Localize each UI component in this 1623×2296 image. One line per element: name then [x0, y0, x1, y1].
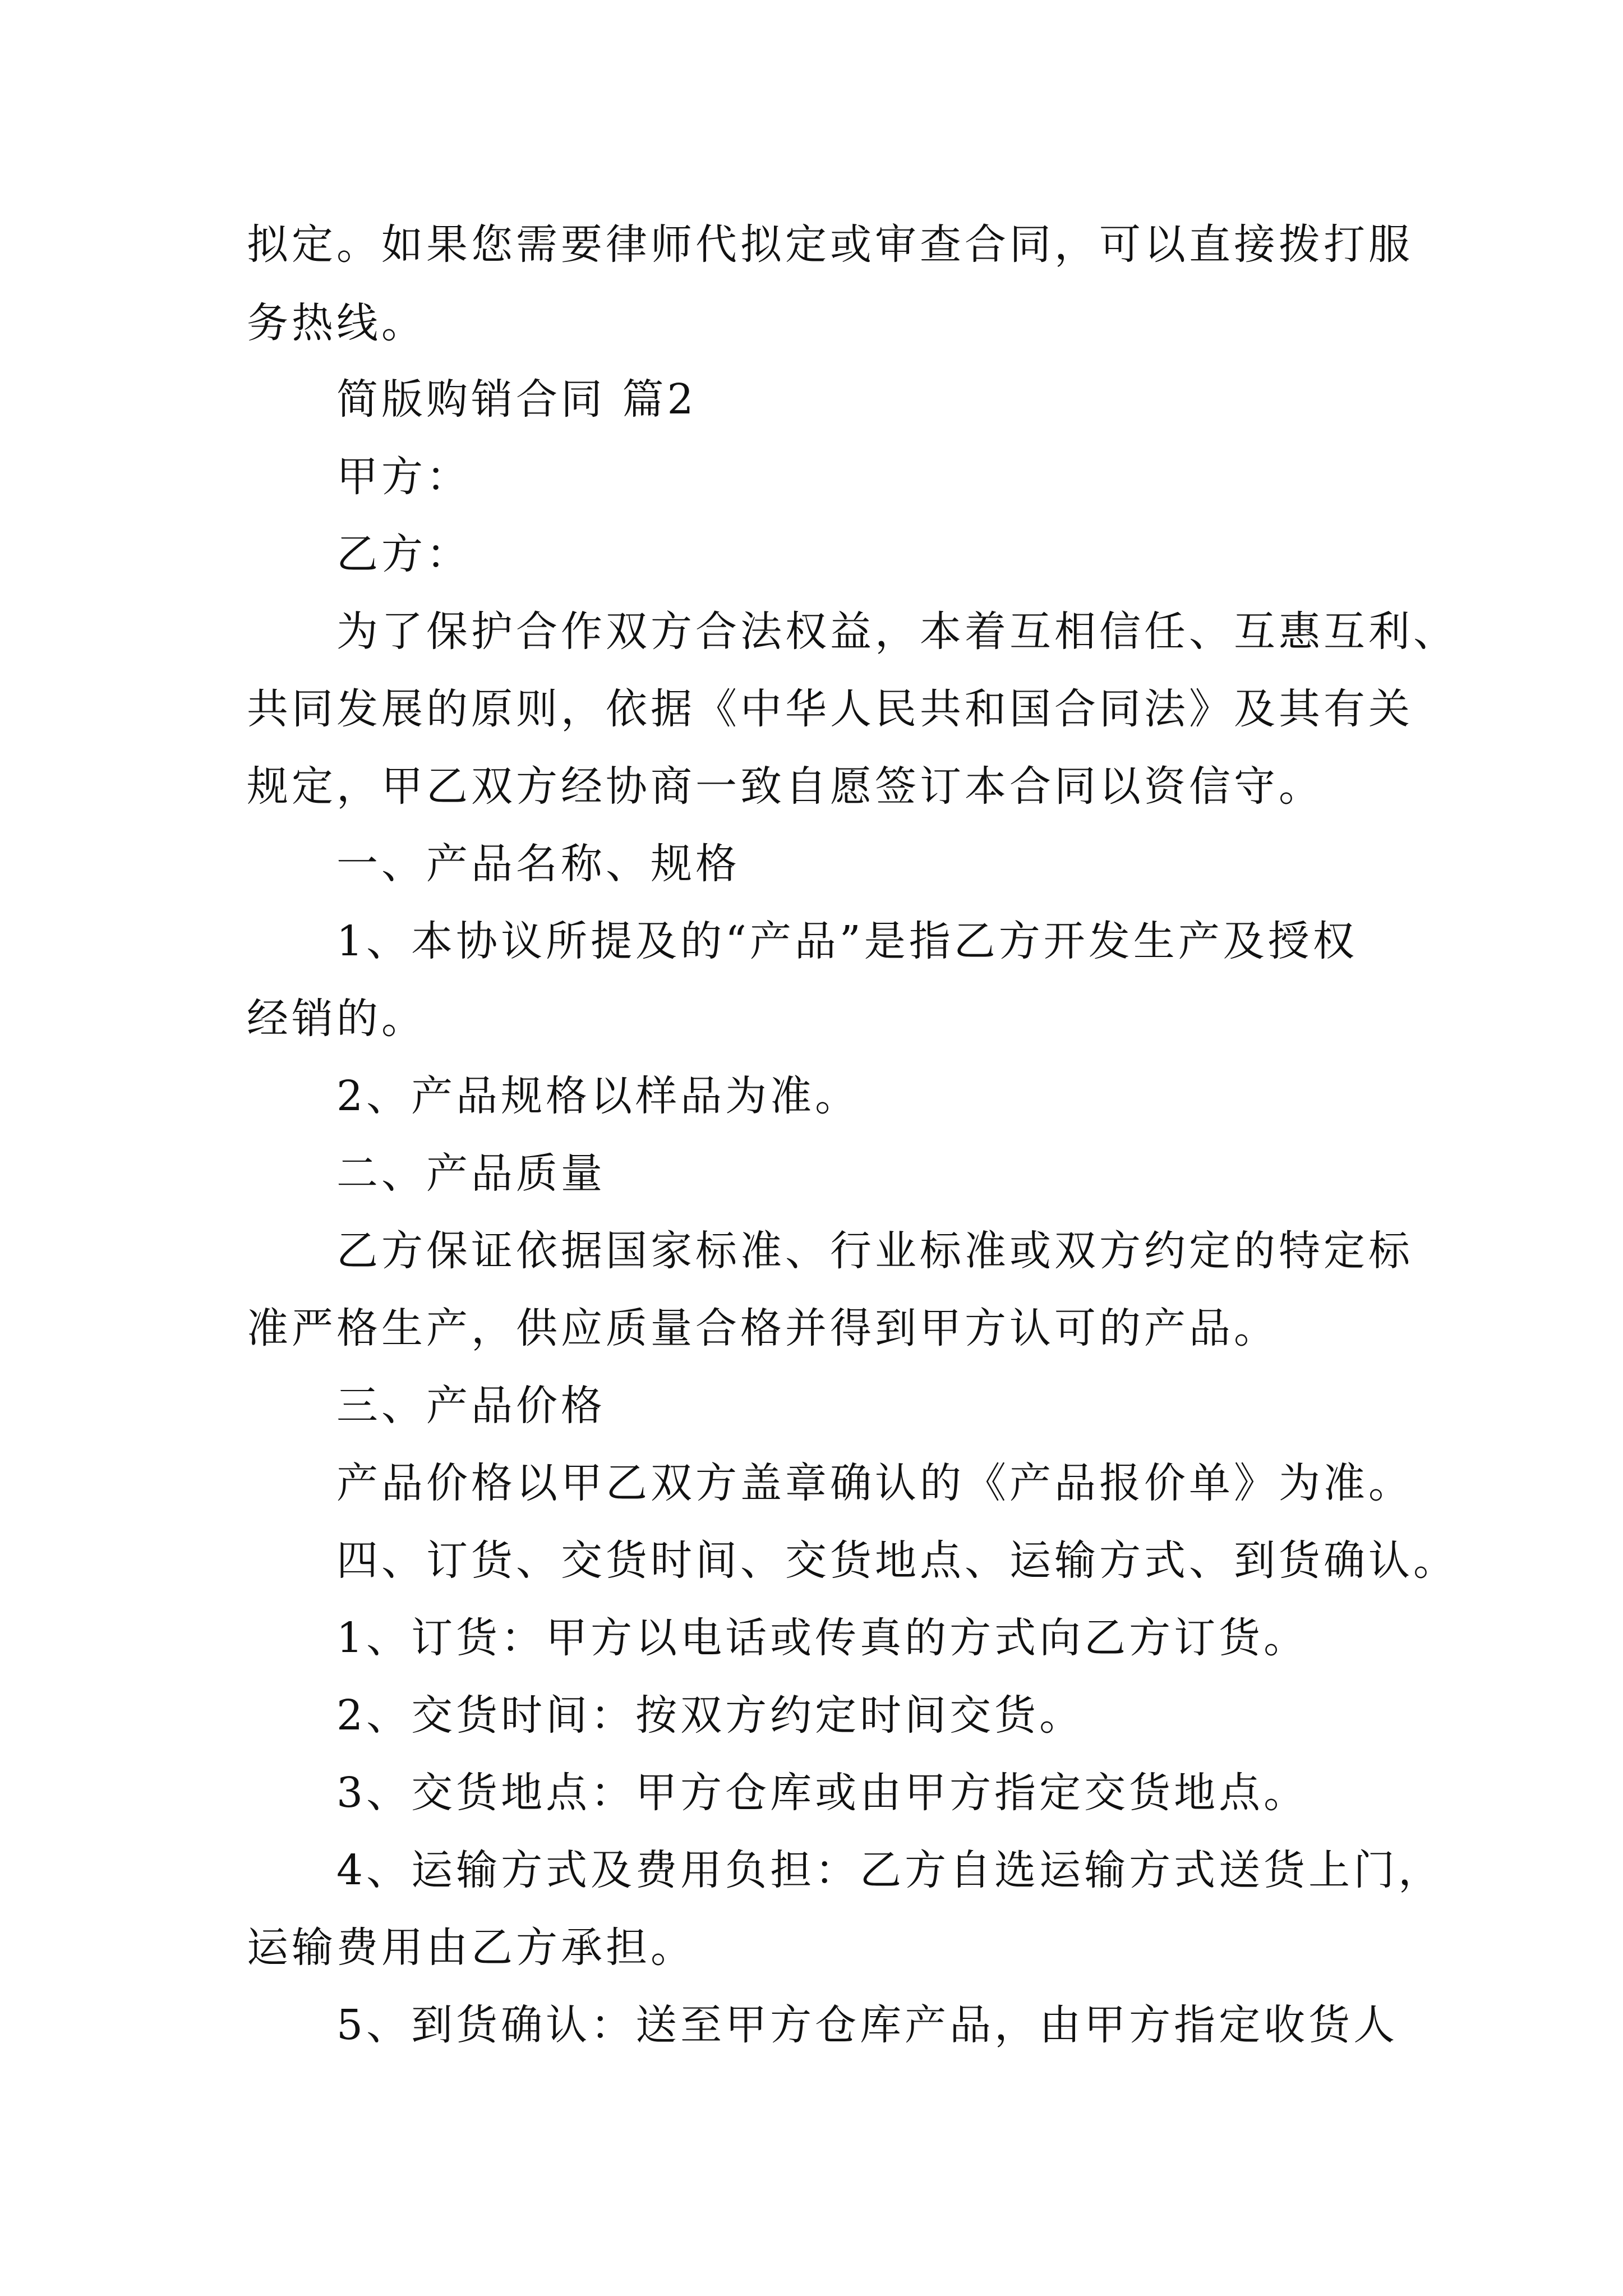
text-line: 共同发展的原则，依据《中华人民共和国合同法》及其有关 — [247, 685, 1413, 733]
text-line: 运输费用由乙方承担。 — [247, 1924, 695, 1972]
text-line: 乙方保证依据国家标准、行业标准或双方约定的特定标 — [336, 1227, 1413, 1275]
clause-heading: 三、产品价格 — [336, 1382, 606, 1430]
text-line: 3、交货地点：甲方仓库或由甲方指定交货地点。 — [336, 1769, 1309, 1817]
text-line: 准严格生产，供应质量合格并得到甲方认可的产品。 — [247, 1304, 1279, 1352]
clause-heading: 四、订货、交货时间、交货地点、运输方式、到货确认。 — [336, 1536, 1458, 1585]
text-line: 务热线。 — [247, 299, 426, 347]
text-line: 拟定。如果您需要律师代拟定或审查合同，可以直接拨打服 — [247, 220, 1413, 269]
text-line: 经销的。 — [247, 995, 426, 1043]
text-line: 2、交货时间：按双方约定时间交货。 — [336, 1691, 1085, 1740]
text-line: 规定，甲乙双方经协商一致自愿签订本合同以资信守。 — [247, 762, 1324, 811]
party-a-label: 甲方： — [336, 453, 471, 501]
text-line: 1、订货：甲方以电话或传真的方式向乙方订货。 — [336, 1614, 1309, 1662]
text-line: 1、本协议所提及的“产品”是指乙方开发生产及授权 — [336, 917, 1358, 965]
text-line: 5、到货确认：送至甲方仓库产品，由甲方指定收货人 — [336, 2001, 1399, 2049]
text-line: 产品价格以甲乙双方盖章确认的《产品报价单》为准。 — [336, 1459, 1413, 1507]
section-heading: 简版购销合同 篇2 — [336, 375, 697, 424]
text-line: 2、产品规格以样品为准。 — [336, 1072, 860, 1120]
party-b-label: 乙方： — [336, 530, 471, 578]
text-line: 为了保护合作双方合法权益，本着互相信任、互惠互利、 — [336, 608, 1458, 656]
text-line: 4、运输方式及费用负担：乙方自选运输方式送货上门， — [336, 1846, 1444, 1894]
clause-heading: 一、产品名称、规格 — [336, 840, 740, 888]
clause-heading: 二、产品质量 — [336, 1149, 606, 1198]
